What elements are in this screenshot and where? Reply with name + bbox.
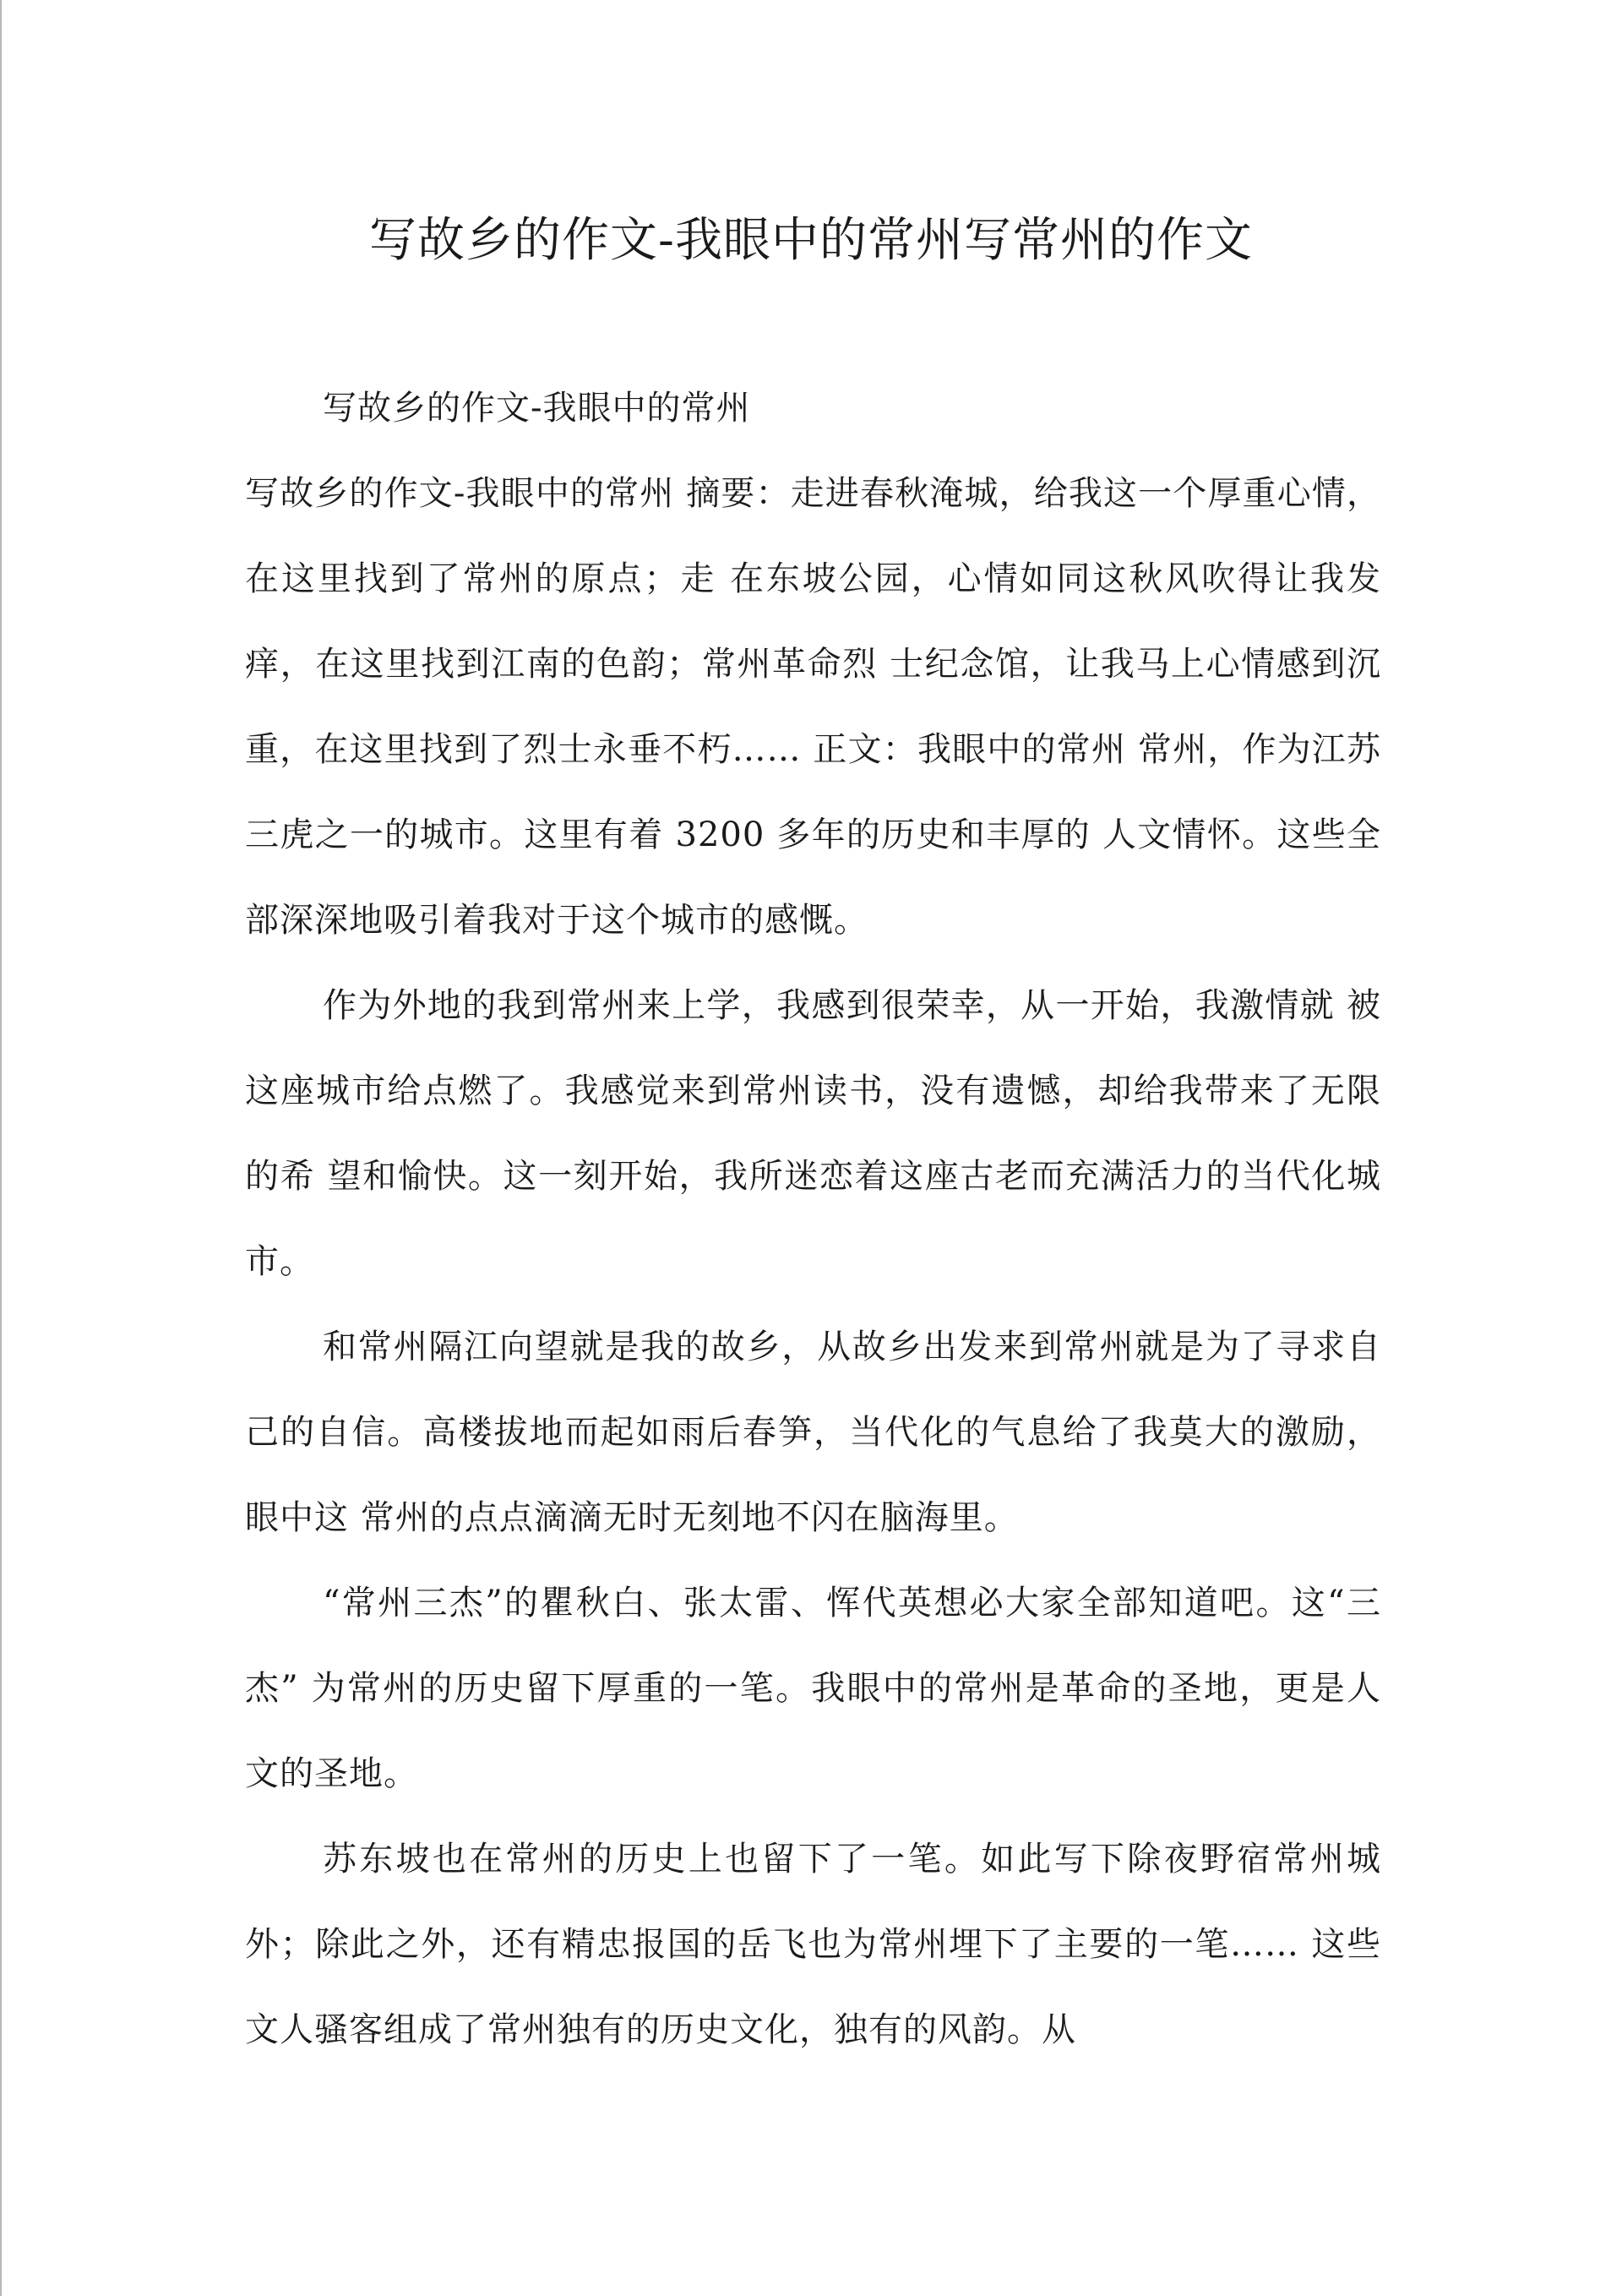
body-paragraph: 作为外地的我到常州来上学，我感到很荣幸，从一开始，我激情就 被这座城市给点燃了。我感觉来到常州读书，没有遗憾，却给我带来了无限的希 望和愉快。这一刻开始，我所迷恋着这座古老而充满活力的当代化城市。 — [245, 986, 1381, 1281]
document-body — [245, 366, 1381, 2073]
summary-paragraph: 写故乡的作文-我眼中的常州 摘要：走进春秋淹城，给我这一个厚重心情，在这里找到了常州的原点；走 在东坡公园，心情如同这秋风吹得让我发痒，在这里找到江南的色韵；常州革命烈 士纪念馆，让我马上心情感到沉重，在这里找到了烈士永垂不朽…… 正文：我眼中的常州 常州，作为江苏三虎之一的城市。这里有着 3200 多年的历史和丰厚的 人文情怀。这些全部深深地吸引着我对于这个城市的感慨。 — [245, 474, 1381, 940]
page-left-border — [0, 0, 2, 2296]
document-title: 写故乡的作文-我眼中的常州写常州的作文 — [369, 213, 1253, 268]
body-paragraph: 和常州隔江向望就是我的故乡，从故乡出发来到常州就是为了寻求自 己的自信。高楼拔地而起如雨后春笋，当代化的气息给了我莫大的激励，眼中这 常州的点点滴滴无时无刻地不闪在脑海里。 — [245, 1328, 1381, 1537]
body-paragraph: 苏东坡也在常州的历史上也留下了一笔。如此写下除夜野宿常州城 外；除此之外，还有精忠报国的岳飞也为常州埋下了主要的一笔…… 这些文人骚客组成了常州独有的历史文化，独有的风韵。从 — [245, 1840, 1381, 2049]
body-paragraph: “常州三杰”的瞿秋白、张太雷、恽代英想必大家全部知道吧。这“三杰” 为常州的历史留下厚重的一笔。我眼中的常州是革命的圣地，更是人文的圣地。 — [245, 1584, 1381, 1793]
subtitle-paragraph: 写故乡的作文-我眼中的常州 — [323, 389, 751, 428]
